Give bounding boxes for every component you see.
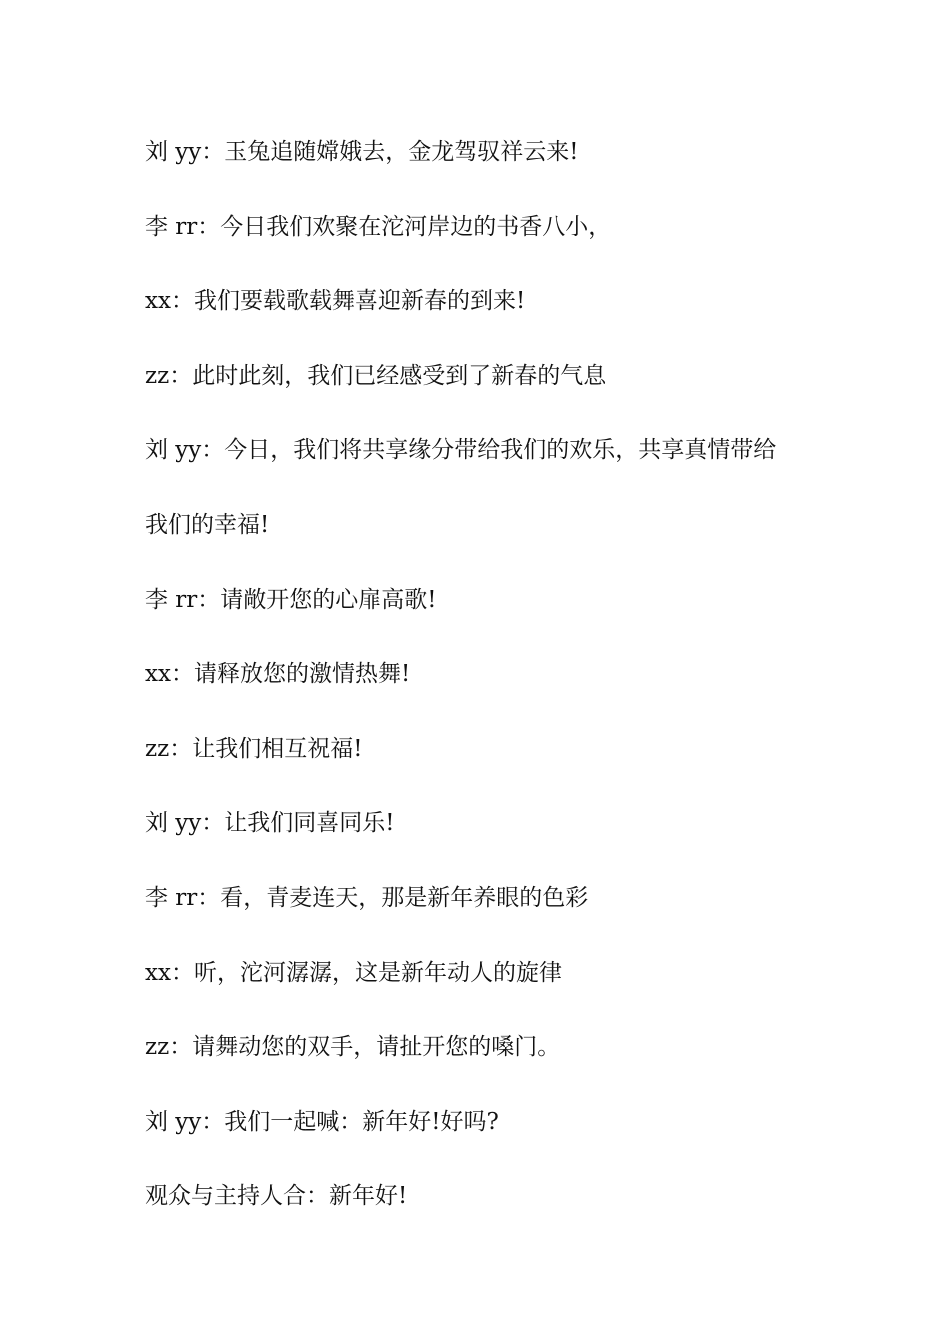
script-line-15: 观众与主持人合：新年好! xyxy=(145,1183,408,1210)
script-line-2: 李 rr：今日我们欢聚在沱河岸边的书香八小， xyxy=(145,213,612,240)
script-line-1: 刘 yy：玉兔追随嫦娥去，金龙驾驭祥云来! xyxy=(145,139,579,165)
script-line-11: 李 rr：看，青麦连天，那是新年养眼的色彩 xyxy=(145,884,589,911)
script-line-8: xx：请释放您的激情热舞! xyxy=(145,661,411,688)
script-line-5: 刘 yy：今日，我们将共享缘分带给我们的欢乐，共享真情带给 xyxy=(145,437,777,464)
script-line-7: 李 rr：请敞开您的心扉高歌! xyxy=(145,586,437,613)
script-lines xyxy=(145,132,825,1251)
script-line-13: zz：请舞动您的双手，请扯开您的嗓门。 xyxy=(145,1034,561,1061)
script-line-6: 我们的幸福! xyxy=(145,511,270,538)
script-line-10: 刘 yy：让我们同喜同乐! xyxy=(145,810,395,837)
script-line-14: 刘 yy：我们一起喊：新年好!好吗? xyxy=(145,1108,499,1135)
script-line-4: zz：此时此刻，我们已经感受到了新春的气息 xyxy=(145,362,607,389)
script-line-12: xx：听，沱河潺潺，这是新年动人的旋律 xyxy=(145,959,562,986)
script-line-3: xx：我们要载歌载舞喜迎新春的到来! xyxy=(145,288,526,315)
script-line-9: zz：让我们相互祝福! xyxy=(145,735,363,762)
